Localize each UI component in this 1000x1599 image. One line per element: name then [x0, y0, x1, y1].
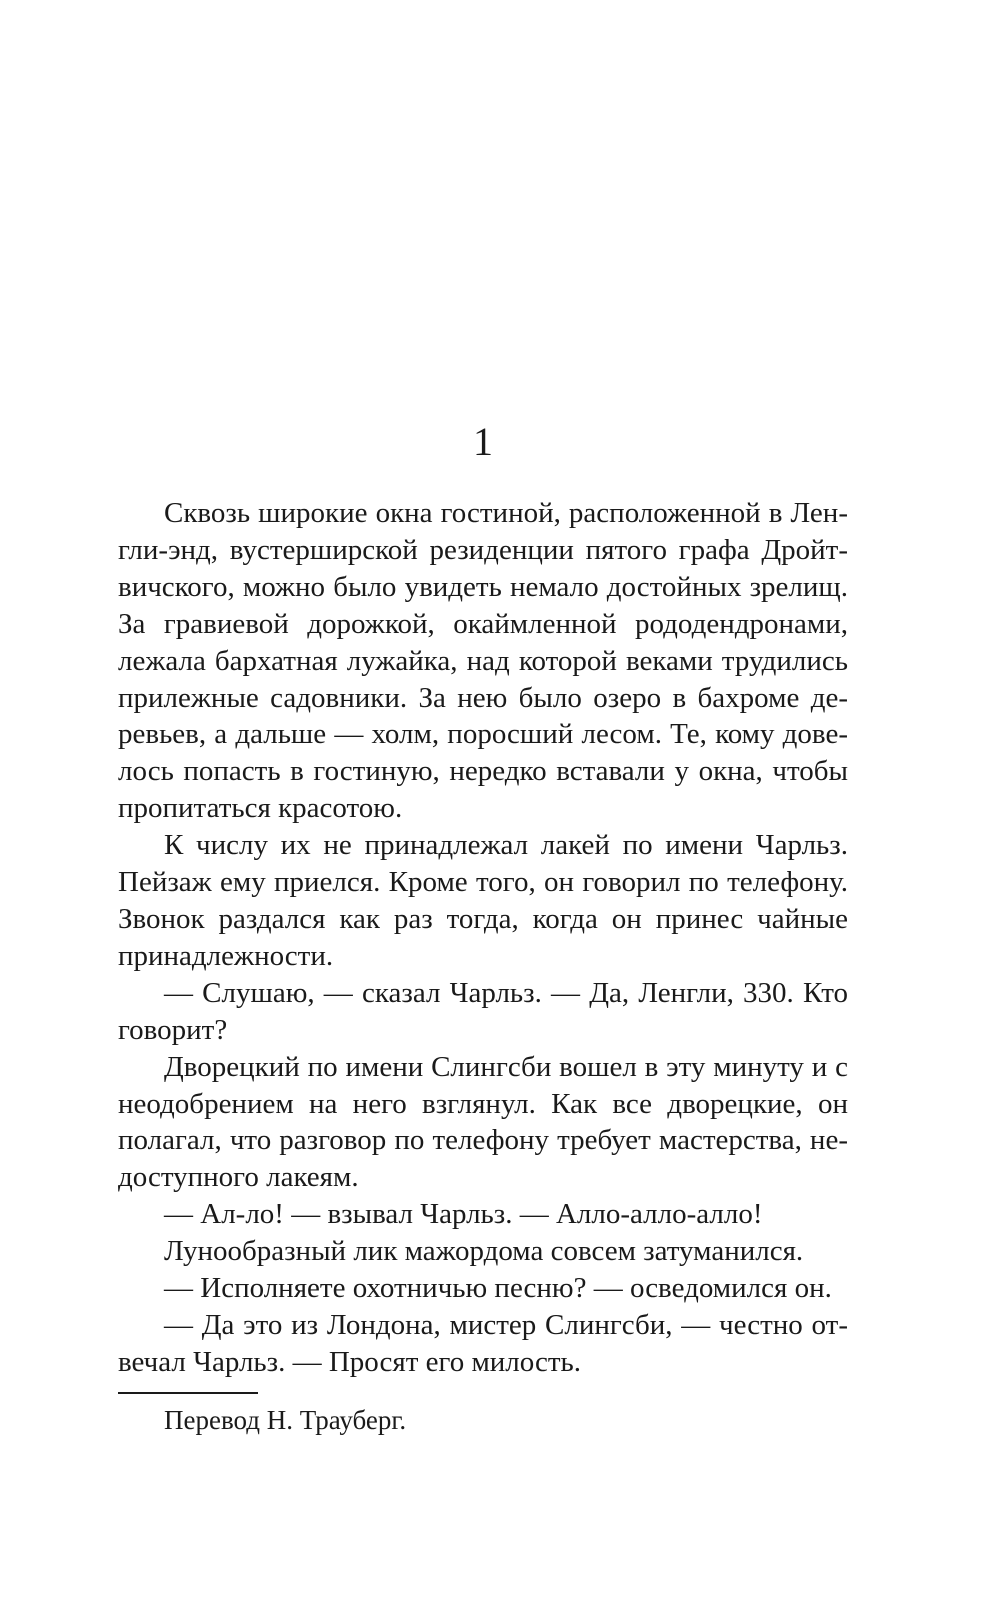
paragraph: — Да это из Лондона, мистер Слингсби, — честно отвечал Чарльз. — Просят его милость. [118, 1308, 848, 1378]
footnote: Перевод Н. Трауберг. [164, 1405, 407, 1435]
paragraph: — Слушаю, — сказал Чарльз. — Да, Ленгли, 330. Кто говорит? [118, 976, 848, 1046]
paragraph: — Исполняете охотничью песню? — осведомился он. [164, 1272, 832, 1305]
chapter-number: 1 [473, 419, 493, 464]
paragraph: Дворецкий по имени Слингсби вошел в эту минуту и с неодобрением на него взглянул. Как все дворецкие, он полагал, что разговор по телефону требует мастерства, недоступного лакеям. [118, 1050, 848, 1194]
book-page [118, 0, 848, 1599]
paragraph: Лунообразный лик мажордома совсем затуманился. [164, 1235, 804, 1268]
paragraph: К числу их не принадлежал лакей по имени Чарльз. Пейзаж ему приелся. Кроме того, он говорил по телефону. Звонок раздался как раз тогда, когда он принес чайные принадлежности. [118, 829, 848, 972]
paragraph: — Ал-ло! — взывал Чарльз. — Алло-алло-алло! [164, 1198, 763, 1231]
footnote-divider [118, 1392, 258, 1394]
body-text [118, 495, 848, 1381]
paragraph: Сквозь широкие окна гостиной, расположенной в Ленгли-энд, вустерширской резиденции пятого графа Дройтвичского, можно было увидеть немало достойных зрелищ. За гравиевой дорожкой, окаймленной рододендронами, лежала бархатная лужайка, над которой веками трудились прилежные садовники. За нею было озеро в бахроме деревьев, а дальше — холм, поросший лесом. Те, кому довелось попасть в гостиную, нередко вставали у окна, чтобы пропитаться красотою. [118, 497, 848, 825]
